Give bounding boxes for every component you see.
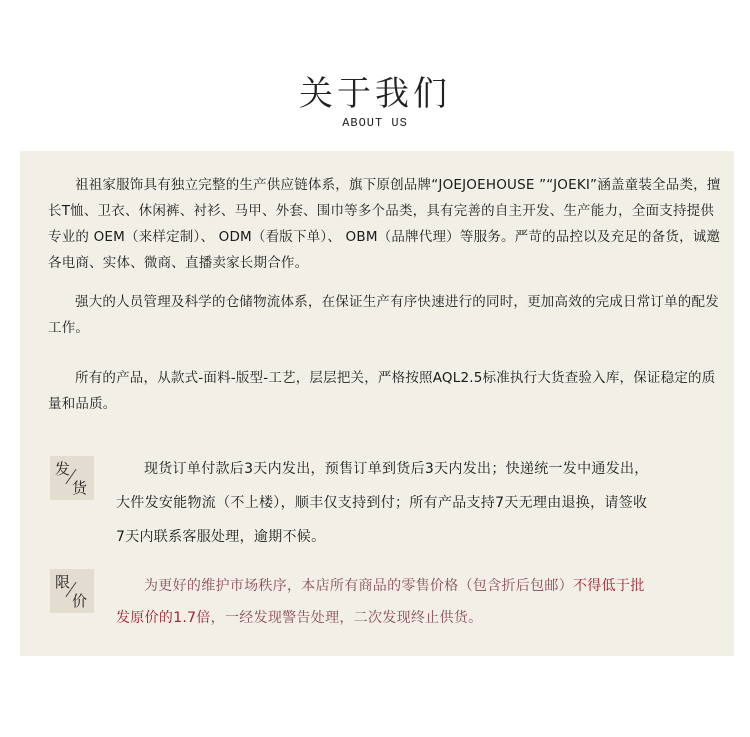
pricing-badge-char-2: 价 [72,592,88,610]
shipping-badge-char-2: 货 [72,479,88,497]
shipping-badge [50,456,94,500]
page-title: 关于我们 [299,74,451,114]
about-panel [20,151,734,656]
intro-paragraph-1: 祖祖家服饰具有独立完整的生产供应链体系，旗下原创品牌“JOEJOEHOUSE ”“JOEKI”涵盖童装全品类，擅长T恤、卫衣、休闲裤、衬衫、马甲、外套、围巾等多个品类，具有完善的自主开发、生产能力，全面支持提供专业的 OEM（来样定制）、 ODM（看版下单）、 OBM（品牌代理）等服务。严苛的品控以及充足的备货，诚邀各电商、实体、微商、直播卖家长期合作。 [48,177,721,271]
pricing-text [116,570,656,634]
pricing-text-part-1: 为更好的维护市场秩序，本店所有商品的零售价格（包含折后包邮） [144,578,573,594]
pricing-badge [50,569,94,613]
shipping-text: 现货订单付款后3天内发出，预售订单到货后3天内发出；快递统一发中通发出，大件发安能物流（不上楼），顺丰仅支持到付；所有产品支持7天无理由退换，请签收7天内联系客服处理，逾期不候。 [116,461,649,545]
shipping-badge-char-1: 发 [55,460,71,478]
page-subtitle: ABOUT US [342,116,408,130]
pricing-badge-char-1: 限 [55,573,71,591]
intro-paragraph-2: 强大的人员管理及科学的仓储物流体系，在保证生产有序快速进行的同时，更加高效的完成日常订单的配发工作。 [48,294,719,336]
pricing-text-emphasis: 不得低于批发原价的1.7倍 [116,578,645,626]
intro-paragraph-3: 所有的产品，从款式-面料-版型-工艺，层层把关，严格按照AQL2.5标准执行大货查验入库，保证稳定的质量和品质。 [48,370,716,412]
pricing-text-part-3: ，一经发现警告处理，二次发现终止供货。 [210,610,483,626]
